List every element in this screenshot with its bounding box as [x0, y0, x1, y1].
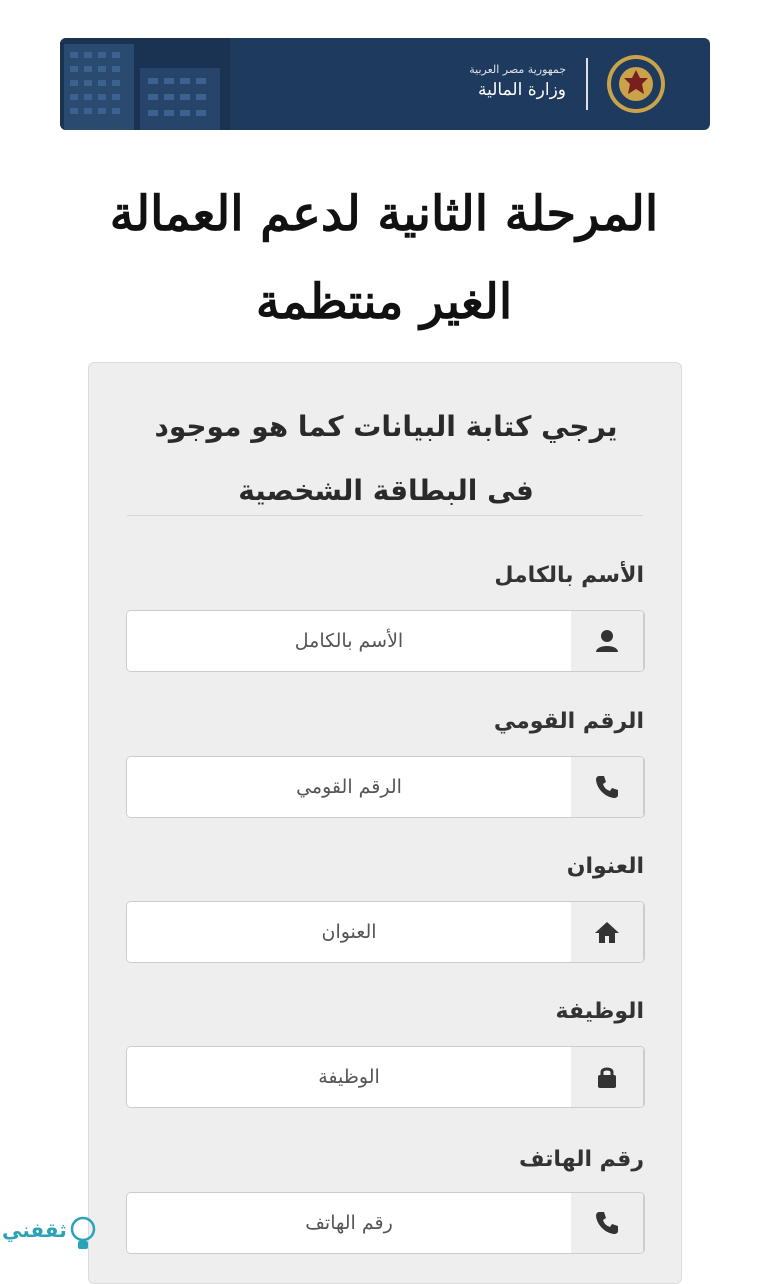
ministry-seal-icon — [606, 54, 666, 114]
registration-form — [88, 362, 682, 1284]
phone-addon — [571, 1193, 644, 1253]
user-icon — [594, 628, 620, 654]
address-field[interactable] — [126, 901, 645, 963]
phone-field[interactable] — [126, 1192, 645, 1254]
page-title-line-2: الغير منتظمة — [255, 274, 513, 330]
national-id-label: الرقم القومي — [493, 709, 644, 734]
form-divider — [127, 515, 643, 516]
address-addon — [571, 902, 644, 962]
watermark-logo — [0, 1210, 110, 1258]
page-title-line-1: المرحلة الثانية لدعم العمالة — [109, 186, 659, 242]
phone-label: رقم الهاتف — [518, 1147, 644, 1172]
phone-input[interactable]: رقم الهاتف — [127, 1193, 571, 1253]
ministry-banner — [60, 38, 710, 130]
national-id-field[interactable] — [126, 756, 645, 818]
lightbulb-icon — [70, 1216, 96, 1252]
home-icon — [594, 919, 620, 945]
address-label: العنوان — [566, 854, 644, 879]
banner-divider — [586, 58, 588, 110]
full-name-input[interactable]: الأسم بالكامل — [127, 611, 571, 671]
form-heading-line-2: فى البطاقة الشخصية — [238, 474, 534, 507]
form-heading — [129, 395, 643, 523]
full-name-field[interactable] — [126, 610, 645, 672]
national-id-input[interactable]: الرقم القومي — [127, 757, 571, 817]
form-heading-line-1: يرجي كتابة البيانات كما هو موجود — [154, 410, 618, 443]
national-id-addon — [571, 757, 644, 817]
lock-icon — [594, 1064, 620, 1090]
job-field[interactable] — [126, 1046, 645, 1108]
full-name-addon — [571, 611, 644, 671]
ministry-name-block — [416, 54, 566, 114]
phone-icon — [594, 1210, 620, 1236]
address-input[interactable]: العنوان — [127, 902, 571, 962]
job-label: الوظيفة — [555, 999, 644, 1024]
ministry-subtitle: جمهورية مصر العربية — [469, 63, 566, 76]
phone-icon — [594, 774, 620, 800]
job-addon — [571, 1047, 644, 1107]
full-name-label: الأسم بالكامل — [494, 563, 644, 588]
page-title — [40, 170, 728, 346]
watermark-text: ثقفني — [2, 1218, 67, 1242]
job-input[interactable]: الوظيفة — [127, 1047, 571, 1107]
ministry-name: وزارة المالية — [478, 80, 566, 100]
building-illustration — [60, 38, 230, 130]
